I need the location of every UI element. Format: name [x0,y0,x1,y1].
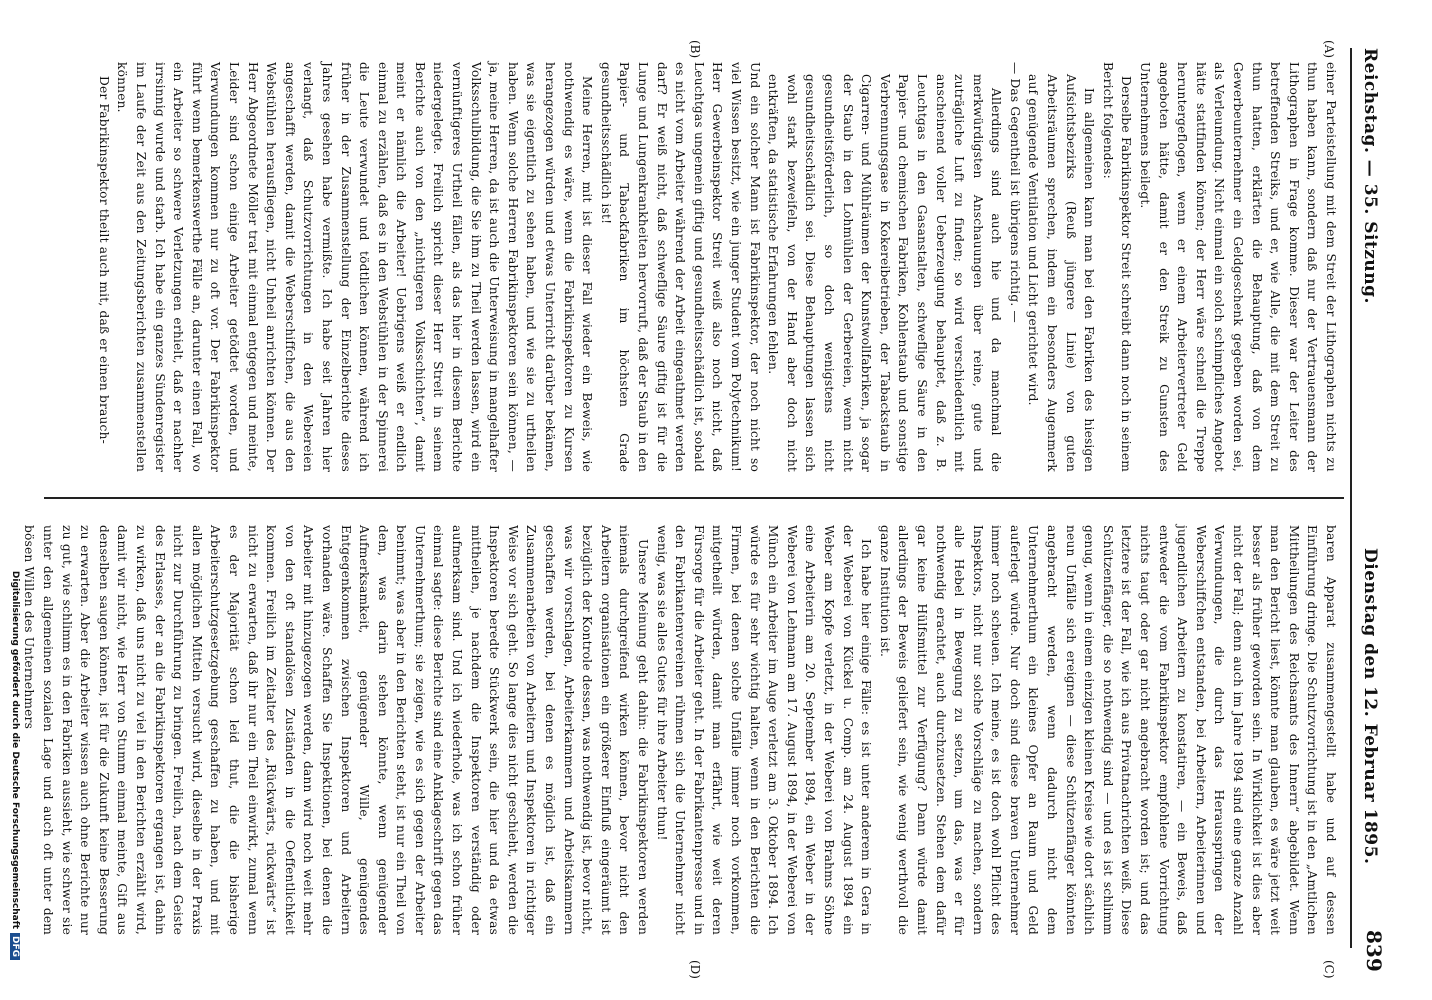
left-quote-paragraph: Allerdings sind auch hie und da manchmal die merkwürdigsten Anschauungen über reine, gute und zuträgliche Luft zu finden; so wird verschiedentlich mit anscheinend voller Ueberzeugung behauptet, daß z. B. Leuchtgas in den Gasanstalten, schweflige Säure in den Papier- und chemischen Fabriken, Kohlenstaub und sonstige Verbrennungsgase in Kokereibetrieben, der Tabackstaub in Cigarren- und Mühlräumen der Kunstwollfabriken, ja sogar der Staub in den Lohmühlen der Gerbereien, wenn nicht gesundheitsförderlich, so doch wenigstens nicht gesundheitsschädlich sei. Diese Behauptungen lassen sich wohl stark bezweifeln, von der Hand aber doch nicht entkräften, da statistische Erfahrungen fehlen. [766,74,1004,472]
marker-d: (D) [688,960,702,979]
left-paragraph: — Das Gegentheil ist übrigens richtig. — [1007,62,1022,323]
right-paragraph: Ich habe hier einige Fälle: es ist unter anderem in Gera in der Weberei von Kückel u. Comp. am 24. August 1894 ein Weber am Kopfe verletzt, in der Weberei von Brahms Söhne eine Arbeiterin am 20. September 1894, ein Weber in der Weberei von Lehmann am 17. August 1894, in der Weberei von Münch ein Arbeiter im Auge verletzt am 3. Oktober 1894. Ich würde es für sehr wichtig halten, wenn in den Berichten die Firmen, bei denen solche Unfälle immer noch vorkommen, mitgetheilt würden, damit man erfährt, wie weit deren Fürsorge für die Arbeiter geht. In der Fabrikantenpresse und in den Fabrikantenvereinen rühmen sich die Unternehmer nicht wenig, was sie alles Gutes für ihre Arbeiter thun! [654,525,874,935]
left-paragraph: Der Fabrikinspektor theilt auch mit, daß er einen brauch- [96,76,111,444]
dfg-logo: DFG [10,933,20,960]
left-paragraph: einer Parteistellung mit dem Streit der Lithographen nichts zu thun haben kann, sondern daß nur der Vertrauensmann der Lithographen in Frage komme. Dieser war der Leiter des betreffenden Streiks, und er, wie Alle, die mit dem Streit zu thun hatten, erklärten die Behauptung, daß von dem Gewerbeunternehmer ein Geldgeschenk gegeben worden sei, als Verleumdung. Nicht einmal ein solch schimpfliches Angebot hätte stattfinden können; der Herr wäre schnell die Treppe heruntergeflogen, wenn er einem Arbeitervertreter Geld angeboten hätte, damit er den Streik zu Gunsten des Unternehmens beilegt. [1138,62,1338,472]
right-column [22,525,1340,935]
right-paragraph: baren Apparat zusammengestellt habe und auf dessen Einführung dringe. Die Schutzvorrichtung ist in den „Amtlichen Mittheilungen des Reichsamts des Innern“ abgebildet. Wenn man den Bericht liest, könnte man glauben, es wäre jetzt weit besser als früher geworden sein. In Wirklichkeit ist dies aber nicht der Fall; denn auch im Jahre 1894 sind eine ganze Anzahl Verwundungen, die durch das Herausspringen der Weberschiffchen entstanden, bei Arbeitern, Arbeiterinnen und jugendlichen Arbeitern zu konstatiren, — ein Beweis, daß entweder die vom Fabrikinspektor empfohlene Vorrichtung nichts taugt oder gar nicht angebracht worden ist; und das letztere ist der Fall, wie ich aus Privatnachrichten weiß. Diese Schützenfänger, die so nothwendig sind — und es ist schlimm genug, wenn in einem einzigen kleinen Kreise wie dort sächlich neun Unfälle sich ereignen — diese Schützenfänger könnten angebracht werden, wenn dadurch nicht dem Unternehmerthum ein kleines Opfer an Raum und Geld auferlegt würde. Nur doch sind diese braven Unternehmer immer noch scheuen. Ich meine, es ist doch wohl Pflicht des Inspektors, nicht nur solche Vorschläge zu machen, sondern alle Hebel in Bewegung zu setzen, um das, was er für nothwendig erachtet, auch durchzusetzen. Stehen dem dafür gar keine Hülfsmittel zur Verfügung? Dann würde damit allerdings der Beweis geliefert sein, wie wenig werthvoll die ganze Institution ist. [877,525,1338,935]
footer-text: Digitalisierung gefördert durch die Deutsche Forschungsgemeinschaft [10,570,20,929]
page-number: 839 [1362,930,1386,972]
marker-b: (B) [688,40,702,59]
marker-a: (A) [1322,40,1336,59]
left-column [40,62,1340,472]
marker-c: (C) [1322,960,1336,979]
left-paragraph: Derselbe Fabrikinspektor Streit schreibt dann noch in seinem Bericht folgendes: [1100,62,1134,472]
header-rule [1350,48,1352,948]
left-paragraph: Meine Herren, mit ist dieser Fall wieder ein Beweis, wie nothwendig es wäre, wenn die Fabrikinspektoren zu Kursen herangezogen würden und etwas Unterricht darüber bekämen, was sie eigentlich zu sehen haben, und wie sie zu urtheilen haben. Wenn solche Herren Fabrikinspektoren sein können, — ja, meine Herren, da ist auch die Unterweisung in mangelhafter Volksschulbildung, die Sie ihm zu Theil werden lassen, wird ein vernünftigeres Urtheil fällen, als das hier in diesem Berichte niedergelegte. Freilich spricht dieser Herr Streit in seinem Berichte auch von den „nichtigeren Volksschichten“, damit meint er nämlich die Arbeiter! Uebrigens weiß er endlich einmal zu erzählen, daß es in den Webstühlen in der Spinnerei die Leute verwundet und tödtlichen können, während ich früher in der Zusammenstellung der Einzelberichte dieses Jahres gesehen habe vermißte. Ich habe seit Jahren hier verlangt, daß Schutzvorrichtungen in den Webereien angeschafft werden, damit die Weberschiffchen, die aus den Webstühlen herausfliegen, nicht Unheil anrichten können. Der Herr Abgeordnete Möller trat mit einmal entgegen und meinte, Leider sind schon einige Arbeiter getödtet worden, und Verwundungen kommen nur zu oft vor. Der Fabrikinspektor führt wenn bemerkenswerthe Fälle an, darunter einen Fall, wo ein Arbeiter so schwere Verletzungen erhielt, daß er nachher irrsinnig wurde und starb. Ich habe ein ganzes Sündenregister im Laufe der Zeit aus den Zeitungsberichten zusammenstellen können. [115,62,595,472]
column-divider [44,497,1344,499]
left-quote-paragraph: Im allgemeinen kann man bei den Fabriken des hiesigen Aufsichtsbezirks (Reuß jüngere Linie) von guten Arbeitsräumen sprechen, indem ein besonders Augenmerk auf genügende Ventilation und Licht gerichtet wird. [1026,74,1097,472]
right-paragraph: Unsere Meinung geht dahin: die Fabrikinspektoren werden niemals durchgreifend wirken können, bevor nicht den Arbeitern organisationen ein größerer Einfluß eingeräumt ist bezüglich der Kontrole dessen, was nothwendig ist, bevor nicht, was wir vorschlagen, Arbeiterkammern und Arbeitskammern geschaffen werden, bei denen es möglich ist, daß ein Zusammenarbeiten von Arbeitern und Inspektoren in richtiger Weise vor sich geht. So lange dies nicht geschieht, werden die Inspektoren beredte Stückwerk sein, die hier und da etwas mittheilen, je nachdem die Inspektoren verständig oder aufmerksam sind. Und ich wiederhole, was ich schon früher einmal sagte: diese Berichte sind eine Anklageschrift gegen das Unternehmerthum; sie zeigen, wie es sich gegen der Arbeiter benimmt; was aber in den Berichten steht, ist nur ein Theil von dem, was darin stehen könnte, wenn genügender Aufmerksamkeit, genügender Wille, genügendes Entgegenkommen zwischen Inspektoren und Arbeitern vorhanden wäre. Schaffen Sie Inspektionen, bei denen die Arbeiter mit hinzugezogen werden, dann wird noch weit mehr von den oft standalösen Zuständen in die Oeffentlichkeit kommen. Freilich im Zeitalter des „Rückwärts, rückwärts“ ist nicht zu erwarten, daß ihr nur ein Theil einwirkt, zumal wenn es der Majorität schon leid thut, die die bisherige Arbeiterschutzgesetzgebung geschaffen zu haben, und mit allen möglichen Mitteln versucht wird, dieselbe in der Praxis nicht zur Durchführung zu bringen. Freilich, nach dem Geiste des Erlasses, der an die Fabrikinspektoren ergangen ist, dahin zu wirken, daß uns nicht zu viel in den Berichten erzählt wird, damit wir nicht, wie Herr von Stumm einmal meinte, Gift aus denselben saugen können, ist für die Zukunft keine Besserung zu erwarten. Aber die Arbeiter wissen auch ohne Berichte nur zu gut, wie schlimm es in den Fabriken aussieht, wie schwer sie unter den allgemeinen sozialen Lage und auch oft unter dem bösen Willen des Unternehmers [22,525,651,935]
left-paragraph: Und ein solcher Mann ist Fabrikinspektor, der noch nicht so viel Wissen besitzt, wie ein junger Student vom Polytechnikum! Herr Gewerbeinspektor Streit weiß also noch nicht, daß Leuchtgas ungemein giftig und gesundheitsschädlich ist, sobald es nicht vom Arbeiter während der Arbeit eingeathmet werden darf? Er weiß nicht, daß schweflige Säure giftig ist für die Lunge und Lungenkrankheiten hervorruft, daß der Staub in den Papier- und Tabackfabriken im höchsten Grade gesundheitsschädlich ist! [598,62,762,472]
header-right-title: Dienstag den 12. Februar 1895. [1360,548,1380,865]
digitization-footer [10,0,20,1000]
header-left-title: Reichstag. — 35. Sitzung. [1360,48,1380,304]
